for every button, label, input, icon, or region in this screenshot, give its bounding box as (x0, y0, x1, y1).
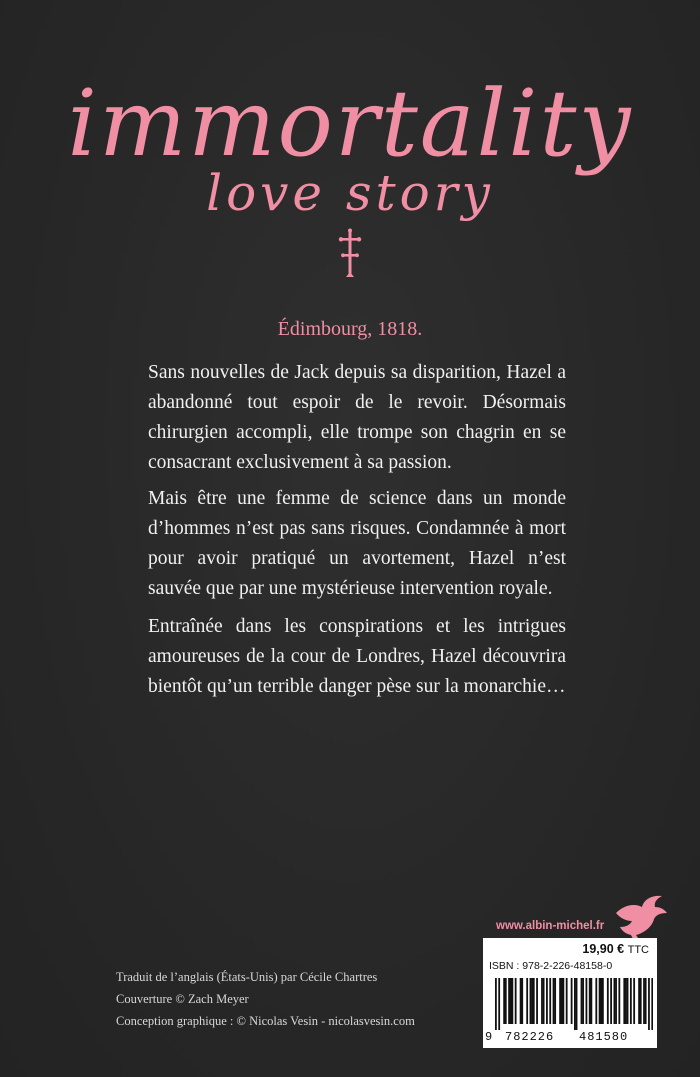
credits (116, 966, 415, 1032)
barcode-icon (495, 978, 653, 1030)
blurb-paragraph-2: Mais être une femme de science dans un monde d’hommes n’est pas sans risques. Condamnée à mort pour avoir pratiqué un avortement, Hazel n’est sauvée que par une mystérieuse intervention royale. (148, 488, 566, 599)
ean-first-digit: 9 (485, 1030, 494, 1044)
publisher-website: www.albin-michel.fr (496, 920, 605, 932)
book-title: immortality (67, 70, 633, 177)
translation-credit: Traduit de l’anglais (États-Unis) par Cécile Chartres (116, 970, 378, 984)
price (582, 942, 649, 956)
bird-logo-icon (614, 893, 668, 943)
cross-ornament-icon (336, 228, 364, 278)
ean-left-group: 782226 (505, 1030, 555, 1044)
ean-right-group: 481580 (579, 1030, 629, 1044)
blurb-paragraph-1: Sans nouvelles de Jack depuis sa disparition, Hazel a abandonné tout espoir de le revoir. Désormais chirurgien accompli, elle trompe son chagrin en se consacrant exclusivement à sa passion. (148, 362, 566, 473)
barcode-label (483, 938, 657, 1048)
price-value: 19,90 € (582, 942, 625, 956)
design-credit: Conception graphique : © Nicolas Vesin - nicolasvesin.com (116, 1014, 415, 1028)
place-date: Édimbourg, 1818. (277, 318, 423, 340)
isbn: ISBN : 978-2-226-48158-0 (489, 960, 613, 972)
book-subtitle: love story (206, 164, 494, 222)
blurb-paragraph-3: Entraînée dans les conspirations et les intrigues amoureuses de la cour de Londres, Hazel découvrira bientôt qu’un terrible danger pèse sur la monarchie… (148, 616, 566, 697)
cover-credit: Couverture © Zach Meyer (116, 992, 249, 1006)
price-suffix: TTC (627, 944, 649, 956)
